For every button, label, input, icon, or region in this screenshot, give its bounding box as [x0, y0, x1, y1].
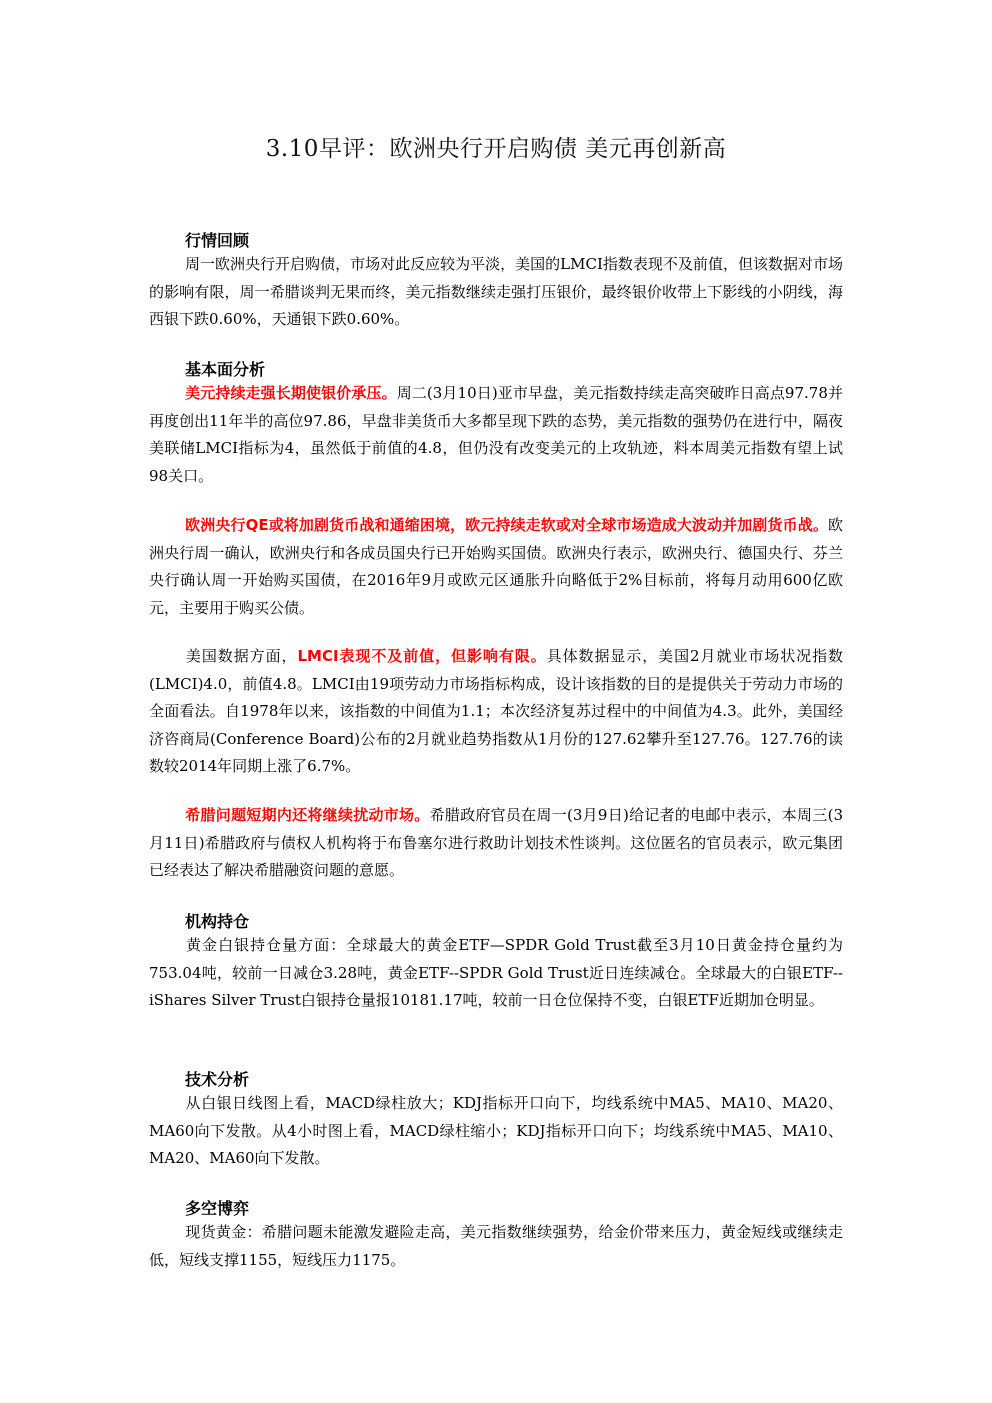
paragraph-text: 希腊政府官员在周一(3月9日)给记者的电邮中表示，本周三(3月11日)希腊政府与债权人机构将于布鲁塞尔进行救助计划技术性谈判。这位匿名的官员表示，欧元集团已经表达了解决希腊融资问题的意愿。 [149, 806, 843, 879]
paragraph-market-review [149, 251, 843, 334]
paragraph-greece [149, 802, 843, 885]
paragraph-text: 美国数据方面， [185, 647, 298, 665]
heading-outlook: 多空博弈 [185, 1199, 250, 1218]
paragraph-text: 周二(3月10日)亚市早盘，美元指数持续走高突破昨日高点97.78并再度创出11年半的高位97.86，早盘非美货币大多都呈现下跌的态势，美元指数的强势仍在进行中，隔夜美联储LMCI指标为4，虽然低于前值的4.8，但仍没有改变美元的上攻轨迹，料本周美元指数有望上试98关口。 [149, 384, 843, 485]
highlight-text: LMCI表现不及前值，但影响有限。 [297, 647, 547, 665]
paragraph-text: 欧洲央行周一确认，欧洲央行和各成员国央行已开始购买国债。欧洲央行表示，欧洲央行、德国央行、芬兰央行确认周一开始购买国债，在2016年9月或欧元区通胀升向略低于2%目标前，将每月动用600亿欧元，主要用于购买公债。 [149, 516, 843, 617]
paragraph-text: 周一欧洲央行开启购债，市场对此反应较为平淡，美国的LMCI指数表现不及前值，但该数据对市场的影响有限，周一希腊谈判无果而终，美元指数继续走强打压银价，最终银价收带上下影线的小阴线，海西银下跌0.60%，天通银下跌0.60%。 [149, 255, 843, 328]
heading-technical: 技术分析 [185, 1070, 250, 1089]
heading-fundamental: 基本面分析 [185, 360, 266, 379]
page-title: 3.10早评：欧洲央行开启购债 美元再创新高 [265, 136, 727, 162]
paragraph-usd [149, 380, 843, 490]
highlight-text: 美元持续走强长期使银价承压。 [185, 384, 397, 402]
paragraph-text: 黄金白银持仓量方面：全球最大的黄金ETF—SPDR Gold Trust截至3月10日黄金持仓量约为753.04吨，较前一日减仓3.28吨，黄金ETF--SPDR Gold Trust近日连续减仓。全球最大的白银ETF--iShares Silver Trust白银持仓量报10181.17吨，较前一日仓位保持不变，白银ETF近期加仓明显。 [149, 936, 843, 1009]
paragraph-text: 现货黄金：希腊问题未能激发避险走高，美元指数继续强势，给金价带来压力，黄金短线或继续走低，短线支撑1155，短线压力1175。 [149, 1223, 843, 1269]
paragraph-text: 具体数据显示，美国2月就业市场状况指数(LMCI)4.0，前值4.8。LMCI由19项劳动力市场指标构成，设计该指数的目的是提供关于劳动力市场的全面看法。自1978年以来，该指数的中间值为1.1；本次经济复苏过程中的中间值为4.3。此外，美国经济咨商局(Conference Board)公布的2月就业趋势指数从1月份的127.62攀升至127.76。127.76的读数较2014年同期上涨了6.7%。 [149, 647, 843, 775]
heading-market-review: 行情回顾 [185, 231, 250, 250]
heading-positions: 机构持仓 [185, 912, 250, 931]
highlight-text: 欧洲央行QE或将加剧货币战和通缩困境，欧元持续走软或对全球市场造成大波动并加剧货币战。 [185, 516, 828, 534]
paragraph-us-data [149, 643, 843, 781]
paragraph-ecb [149, 512, 843, 622]
paragraph-technical [149, 1090, 843, 1173]
paragraph-positions [149, 932, 843, 1015]
paragraph-outlook [149, 1219, 843, 1274]
paragraph-text: 从白银日线图上看，MACD绿柱放大；KDJ指标开口向下，均线系统中MA5、MA10、MA20、MA60向下发散。从4小时图上看，MACD绿柱缩小；KDJ指标开口向下；均线系统中MA5、MA10、MA20、MA60向下发散。 [149, 1094, 843, 1167]
highlight-text: 希腊问题短期内还将继续扰动市场。 [185, 806, 430, 824]
